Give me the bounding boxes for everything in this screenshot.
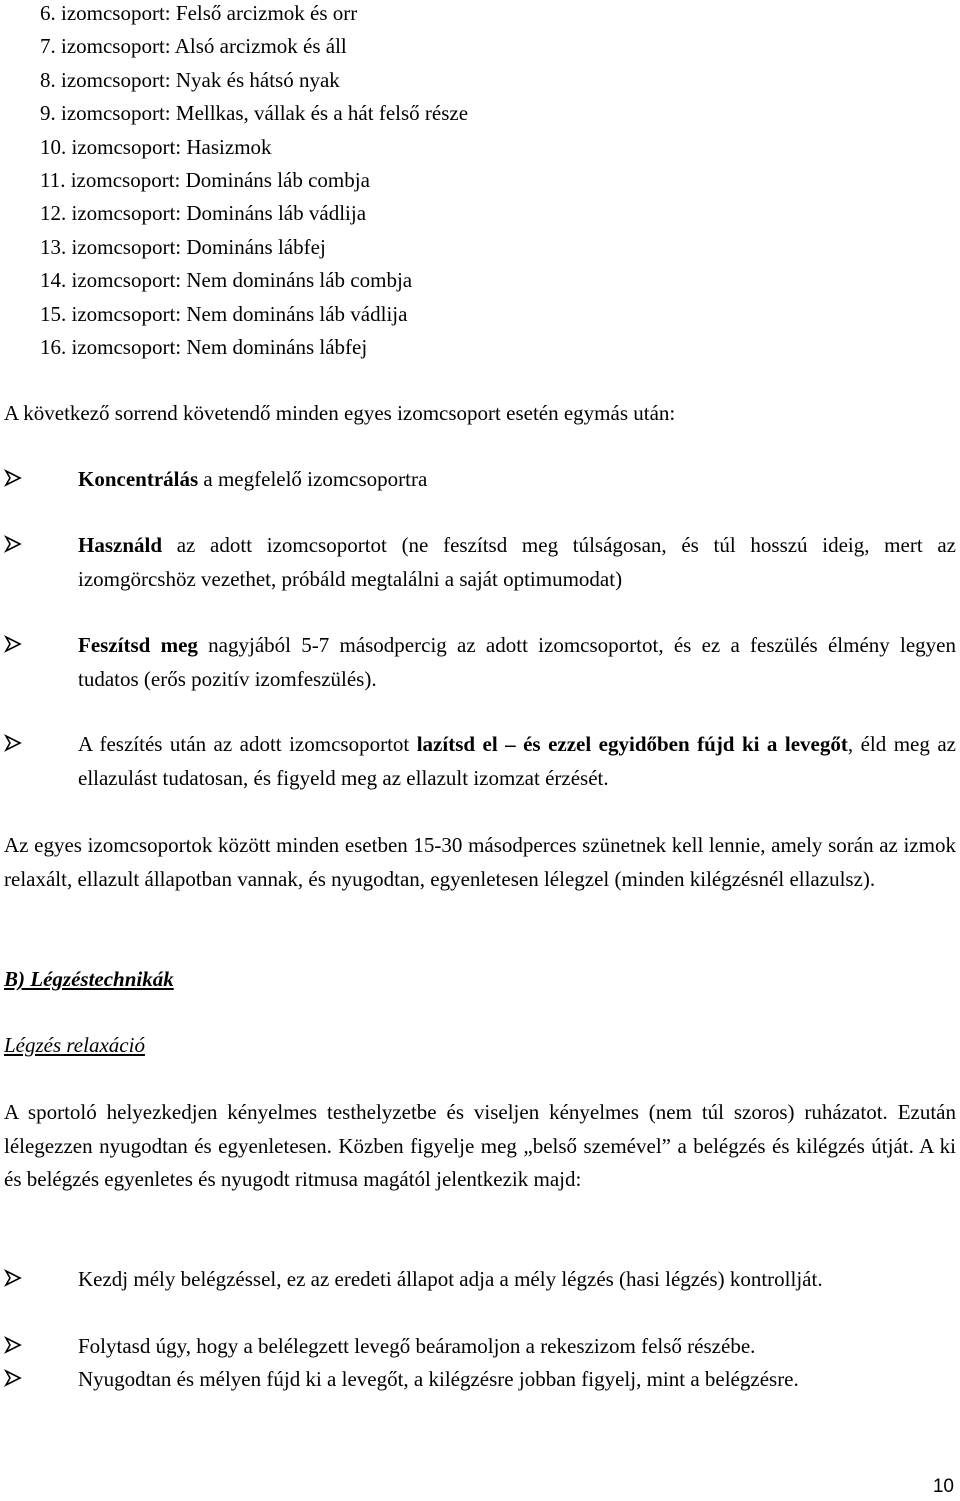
list-item: 13. izomcsoport: Domináns lábfej (40, 234, 326, 259)
step-koncentralas (4, 463, 956, 497)
arrowhead-bullet-icon (4, 635, 22, 653)
arrowhead-bullet-icon (4, 1336, 22, 1354)
step-pre: A feszítés után az adott izomcsoportot (78, 732, 417, 756)
breath-step (4, 1263, 956, 1297)
breath-step (4, 1330, 956, 1364)
breath-step (4, 1363, 956, 1397)
list-item: 9. izomcsoport: Mellkas, vállak és a hát felső része (40, 101, 469, 126)
arrowhead-bullet-icon (4, 469, 22, 487)
step-hasznald (4, 529, 956, 596)
list-item: 15. izomcsoport: Nem domináns láb vádlija (40, 301, 408, 326)
step-keyword: Használd (78, 533, 163, 557)
list-item: 7. izomcsoport: Alsó arcizmok és áll (40, 34, 347, 59)
step-feszitsd (4, 629, 956, 696)
breath-step-text: Kezdj mély belégzéssel, ez az eredeti állapot adja a mély légzés (hasi légzés) kontrollját. (78, 1267, 823, 1291)
muscle-group-list (40, 0, 940, 367)
arrowhead-bullet-icon (4, 535, 22, 553)
sub-heading: Légzés relaxáció (4, 1033, 145, 1057)
list-item: 6. izomcsoport: Felső arcizmok és orr (40, 1, 358, 25)
breath-paragraph: A sportoló helyezkedjen kényelmes testhelyzetbe és viseljen kényelmes (nem túl szoros) ruházatot. Ezután lélegezzen nyugodtan és egyenletesen. Közben figyelje meg „belső szemével” a belégzés és kilégzés útját. A ki és belégzés egyenletes és nyugodt ritmusa magától jelentkezik majd: (4, 1100, 956, 1191)
breath-step-text: Folytasd úgy, hogy a belélegzett levegő beáramoljon a rekeszizom felső részébe. (78, 1334, 756, 1358)
rest-paragraph: Az egyes izomcsoportok között minden esetben 15-30 másodperces szünetnek kell lennie, amely során az izmok relaxált, ellazult állapotban vannak, és nyugodtan, egyenletesen lélegzel (minden kilégzésnél ellazulsz). (4, 833, 956, 891)
step-keyword: Koncentrálás (78, 467, 199, 491)
page-number: 10 (932, 1476, 954, 1497)
list-item: 16. izomcsoport: Nem domináns lábfej (40, 334, 368, 359)
arrowhead-bullet-icon (4, 734, 22, 752)
list-item: 8. izomcsoport: Nyak és hátsó nyak (40, 67, 340, 92)
list-item: 14. izomcsoport: Nem domináns láb combja (40, 268, 413, 293)
step-rest: az adott izomcsoportot (ne feszítsd meg túlságosan, és túl hosszú ideig, mert az izomgörcshöz vezethet, próbáld megtalálni a saját optimumodat) (78, 533, 956, 591)
step-text (78, 728, 956, 795)
list-item: 10. izomcsoport: Hasizmok (40, 134, 272, 159)
list-item: 12. izomcsoport: Domináns láb vádlija (40, 201, 367, 226)
step-rest: a megfelelő izomcsoportra (198, 467, 428, 491)
breath-step-text: Nyugodtan és mélyen fújd ki a levegőt, a kilégzésre jobban figyelj, mint a belégzésre. (78, 1367, 799, 1391)
list-item: 11. izomcsoport: Domináns láb combja (40, 167, 370, 192)
step-keyword: Feszítsd meg (78, 633, 198, 657)
intro-paragraph: A következő sorrend követendő minden egyes izomcsoport esetén egymás után: (4, 401, 676, 425)
arrowhead-bullet-icon (4, 1269, 22, 1287)
step-rest: , éld meg az ellazulást tudatosan, és figyeld meg az ellazult izomzat érzését. (78, 732, 956, 790)
step-text (78, 629, 956, 696)
step-text (78, 463, 956, 497)
arrowhead-bullet-icon (4, 1369, 22, 1387)
step-keyword: lazítsd el – és ezzel egyidőben fújd ki a levegőt (416, 732, 848, 756)
step-lazitsd (4, 728, 956, 795)
section-heading: B) Légzéstechnikák (4, 967, 174, 991)
step-text (78, 529, 956, 596)
step-rest: nagyjából 5-7 másodpercig az adott izomcsoportot, és ez a feszülés élmény legyen tudatos (erős pozitív izomfeszülés). (78, 633, 956, 691)
